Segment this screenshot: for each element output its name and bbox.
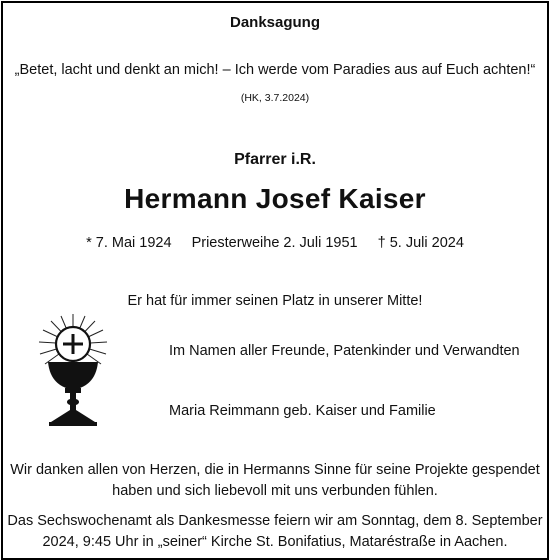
obituary-notice xyxy=(1,1,549,560)
memorial-quote: „Betet, lacht und denkt an mich! – Ich werde vom Paradies aus auf Euch achten!“ xyxy=(14,62,536,78)
notice-heading: Danksagung xyxy=(229,14,320,31)
ordination-date: Priesterweihe 2. Juli 1951 xyxy=(191,235,358,251)
quote-citation: (HK, 3.7.2024) xyxy=(240,92,310,104)
family-line-relatives: Maria Reimmann geb. Kaiser und Familie xyxy=(169,403,436,419)
motto-text: Er hat für immer seinen Platz in unserer Mitte! xyxy=(127,293,423,309)
death-date: † 5. Juli 2024 xyxy=(377,235,464,251)
family-line-friends: Im Namen aller Freunde, Patenkinder und Verwandten xyxy=(169,343,520,359)
memorial-mass-paragraph xyxy=(3,511,547,553)
thanks-line-2: haben und sich liebevoll mit uns verbunden fühlen. xyxy=(112,483,438,499)
life-dates xyxy=(3,235,547,251)
thanks-line-1: Wir danken allen von Herzen, die in Hermanns Sinne für seine Projekte gespendet xyxy=(10,462,540,478)
thanks-paragraph xyxy=(3,460,547,502)
birth-date: * 7. Mai 1924 xyxy=(86,235,172,251)
clerical-title: Pfarrer i.R. xyxy=(234,151,316,168)
mass-line-1: Das Sechswochenamt als Dankesmesse feiern wir am Sonntag, dem 8. September xyxy=(7,513,543,529)
chalice-with-host-icon xyxy=(35,312,111,428)
deceased-name: Hermann Josef Kaiser xyxy=(124,183,426,214)
mass-line-2: 2024, 9:45 Uhr in „seiner“ Kirche St. Bonifatius, Mataréstraße in Aachen. xyxy=(42,534,508,550)
